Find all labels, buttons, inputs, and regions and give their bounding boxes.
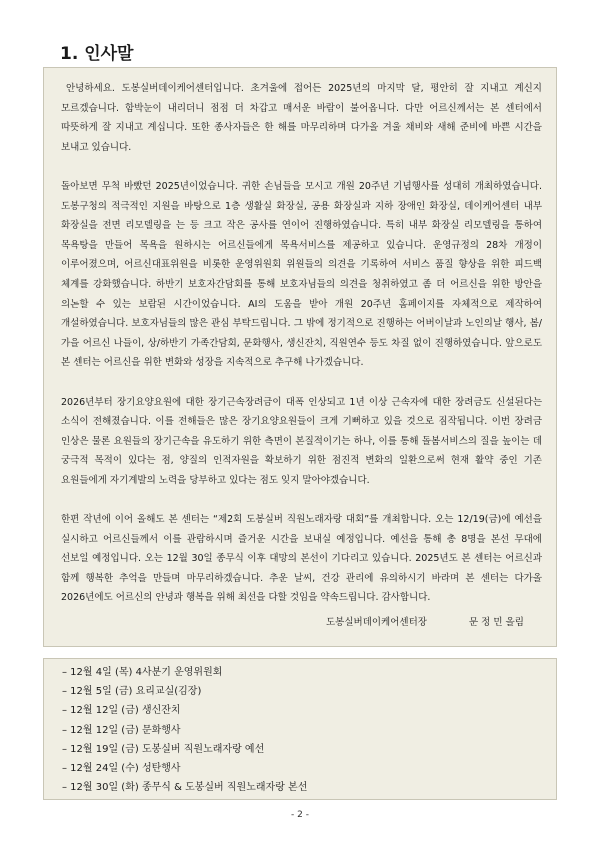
schedule-item: – 12월 12일 (금) 생신잔치	[62, 705, 181, 717]
signature-name: 문 정 민 올림	[468, 617, 524, 628]
letter-paragraph: 한편 작년에 이어 올해도 본 센터는 “제2회 도봉실버 직원노래자랑 대회”를 개최합니다. 오는 12/19(금)에 예선을 실시하고 어르신들께서 이를 관람하시며 즐거운 시간을 보내실 예정입니다. 예선을 통해 총 8명을 본선 무대에 선보일 예정입니다. 오는 12월 30일 종무식 이후 대망의 본선이 기다리고 있습니다. 2025년도 본 센터는 어르신과 함께 행복한 추억을 만들며 마무리하겠습니다. 추운 날씨, 건강 관리에 유의하시기 바라며 본 센터는 다가올 2026년에도 어르신의 안녕과 행복을 위해 최선을 다할 것임을 약속드립니다. 감사합니다.	[61, 514, 542, 604]
schedule-item: – 12월 5일 (금) 요리교실(김장)	[62, 686, 202, 698]
page-number: - 2 -	[291, 810, 309, 820]
schedule-item: – 12월 19일 (금) 도봉실버 직원노래자랑 예선	[62, 743, 265, 755]
signature	[326, 614, 524, 628]
schedule-item: – 12월 30일 (화) 종무식 & 도봉실버 직원노래자랑 본선	[62, 782, 308, 794]
greeting-letter	[43, 67, 557, 647]
schedule-item: – 12월 4일 (목) 4사분기 운영위원회	[62, 667, 223, 678]
letter-paragraph: 2026년부터 장기요양요원에 대한 장기근속장려금이 대폭 인상되고 1년 이상 근속자에 대한 장려금도 신설된다는 소식이 전해졌습니다. 이를 전해들은 많은 장기요양요원들이 크게 기뻐하고 있을 것으로 짐작됩니다. 이번 장려금 인상은 물론 요원들의 장기근속을 유도하기 위한 측면이 본질적이기는 하나, 이를 통해 돌봄서비스의 질을 높이는 데 궁극적 목적이 있다는 점, 양질의 인적자원을 확보하기 위한 점진적 변화의 일환으로써 현재 활약 중인 기존 요원들에게 자기계발의 노력을 당부하고 있다는 점도 잊지 말아야겠습니다.	[61, 396, 542, 486]
letter-paragraph: 돌아보면 무척 바빴던 2025년이었습니다. 귀한 손님들을 모시고 개원 20주년 기념행사를 성대히 개최하였습니다. 도봉구청의 적극적인 지원을 바탕으로 1층 생활실 화장실, 공용 화장실과 지하 장애인 화장실, 데이케어센터 내부 화장실을 전면 리모델링을 는 등 크고 작은 공사를 연이어 진행하였습니다. 특히 내부 화장실 리모델링을 통하여 목욕탕을 만들어 목욕을 원하시는 어르신들에게 목욕서비스를 제공하고 있습니다. 운영규정의 28차 개정이 이루어졌으며, 어르신대표위원을 비롯한 운영위원회 위원들의 의견을 기록하여 서비스 품질 향상을 위한 피드백 체계를 강화했습니다. 하반기 보호자간담회를 통해 보호자님들의 의견을 청취하였고 좀 더 어르신을 위한 방안을 의논할 수 있는 보람된 시간이었습니다. AI의 도움을 받아 개원 20주년 홈페이지를 자체적으로 제작하여 개설하였습니다. 보호자님들의 많은 관심 부탁드립니다. 그 밖에 정기적으로 진행하는 어버이날과 노인의날 행사, 봄/가을 어르신 나들이, 상/하반기 가족간담회, 문화행사, 생신잔치, 직원연수 등도 차질 없이 진행하였습니다. 앞으로도 본 센터는 어르신을 위한 변화와 성장을 지속적으로 추구해 나가겠습니다.	[61, 180, 542, 369]
signature-org: 도봉실버데이케어센터장	[326, 617, 427, 628]
schedule-item: – 12월 24일 (수) 성탄행사	[62, 763, 181, 775]
schedule-list	[43, 658, 557, 800]
letter-paragraph: 안녕하세요. 도봉실버데이케어센터입니다. 초겨울에 접어든 2025년의 마지막 달, 평안히 잘 지내고 계신지 모르겠습니다. 함박눈이 내리더니 점점 더 차갑고 매서운 바람이 불어옵니다. 다만 어르신께서는 본 센터에서 따뜻하게 잘 지내고 계십니다. 또한 종사자들은 한 해를 마무리하며 다가올 겨울 채비와 새해 준비에 바쁜 시간을 보내고 있습니다.	[61, 83, 542, 153]
schedule-item: – 12월 12일 (금) 문화행사	[62, 724, 181, 736]
section-title: 1. 인사말	[60, 44, 134, 64]
